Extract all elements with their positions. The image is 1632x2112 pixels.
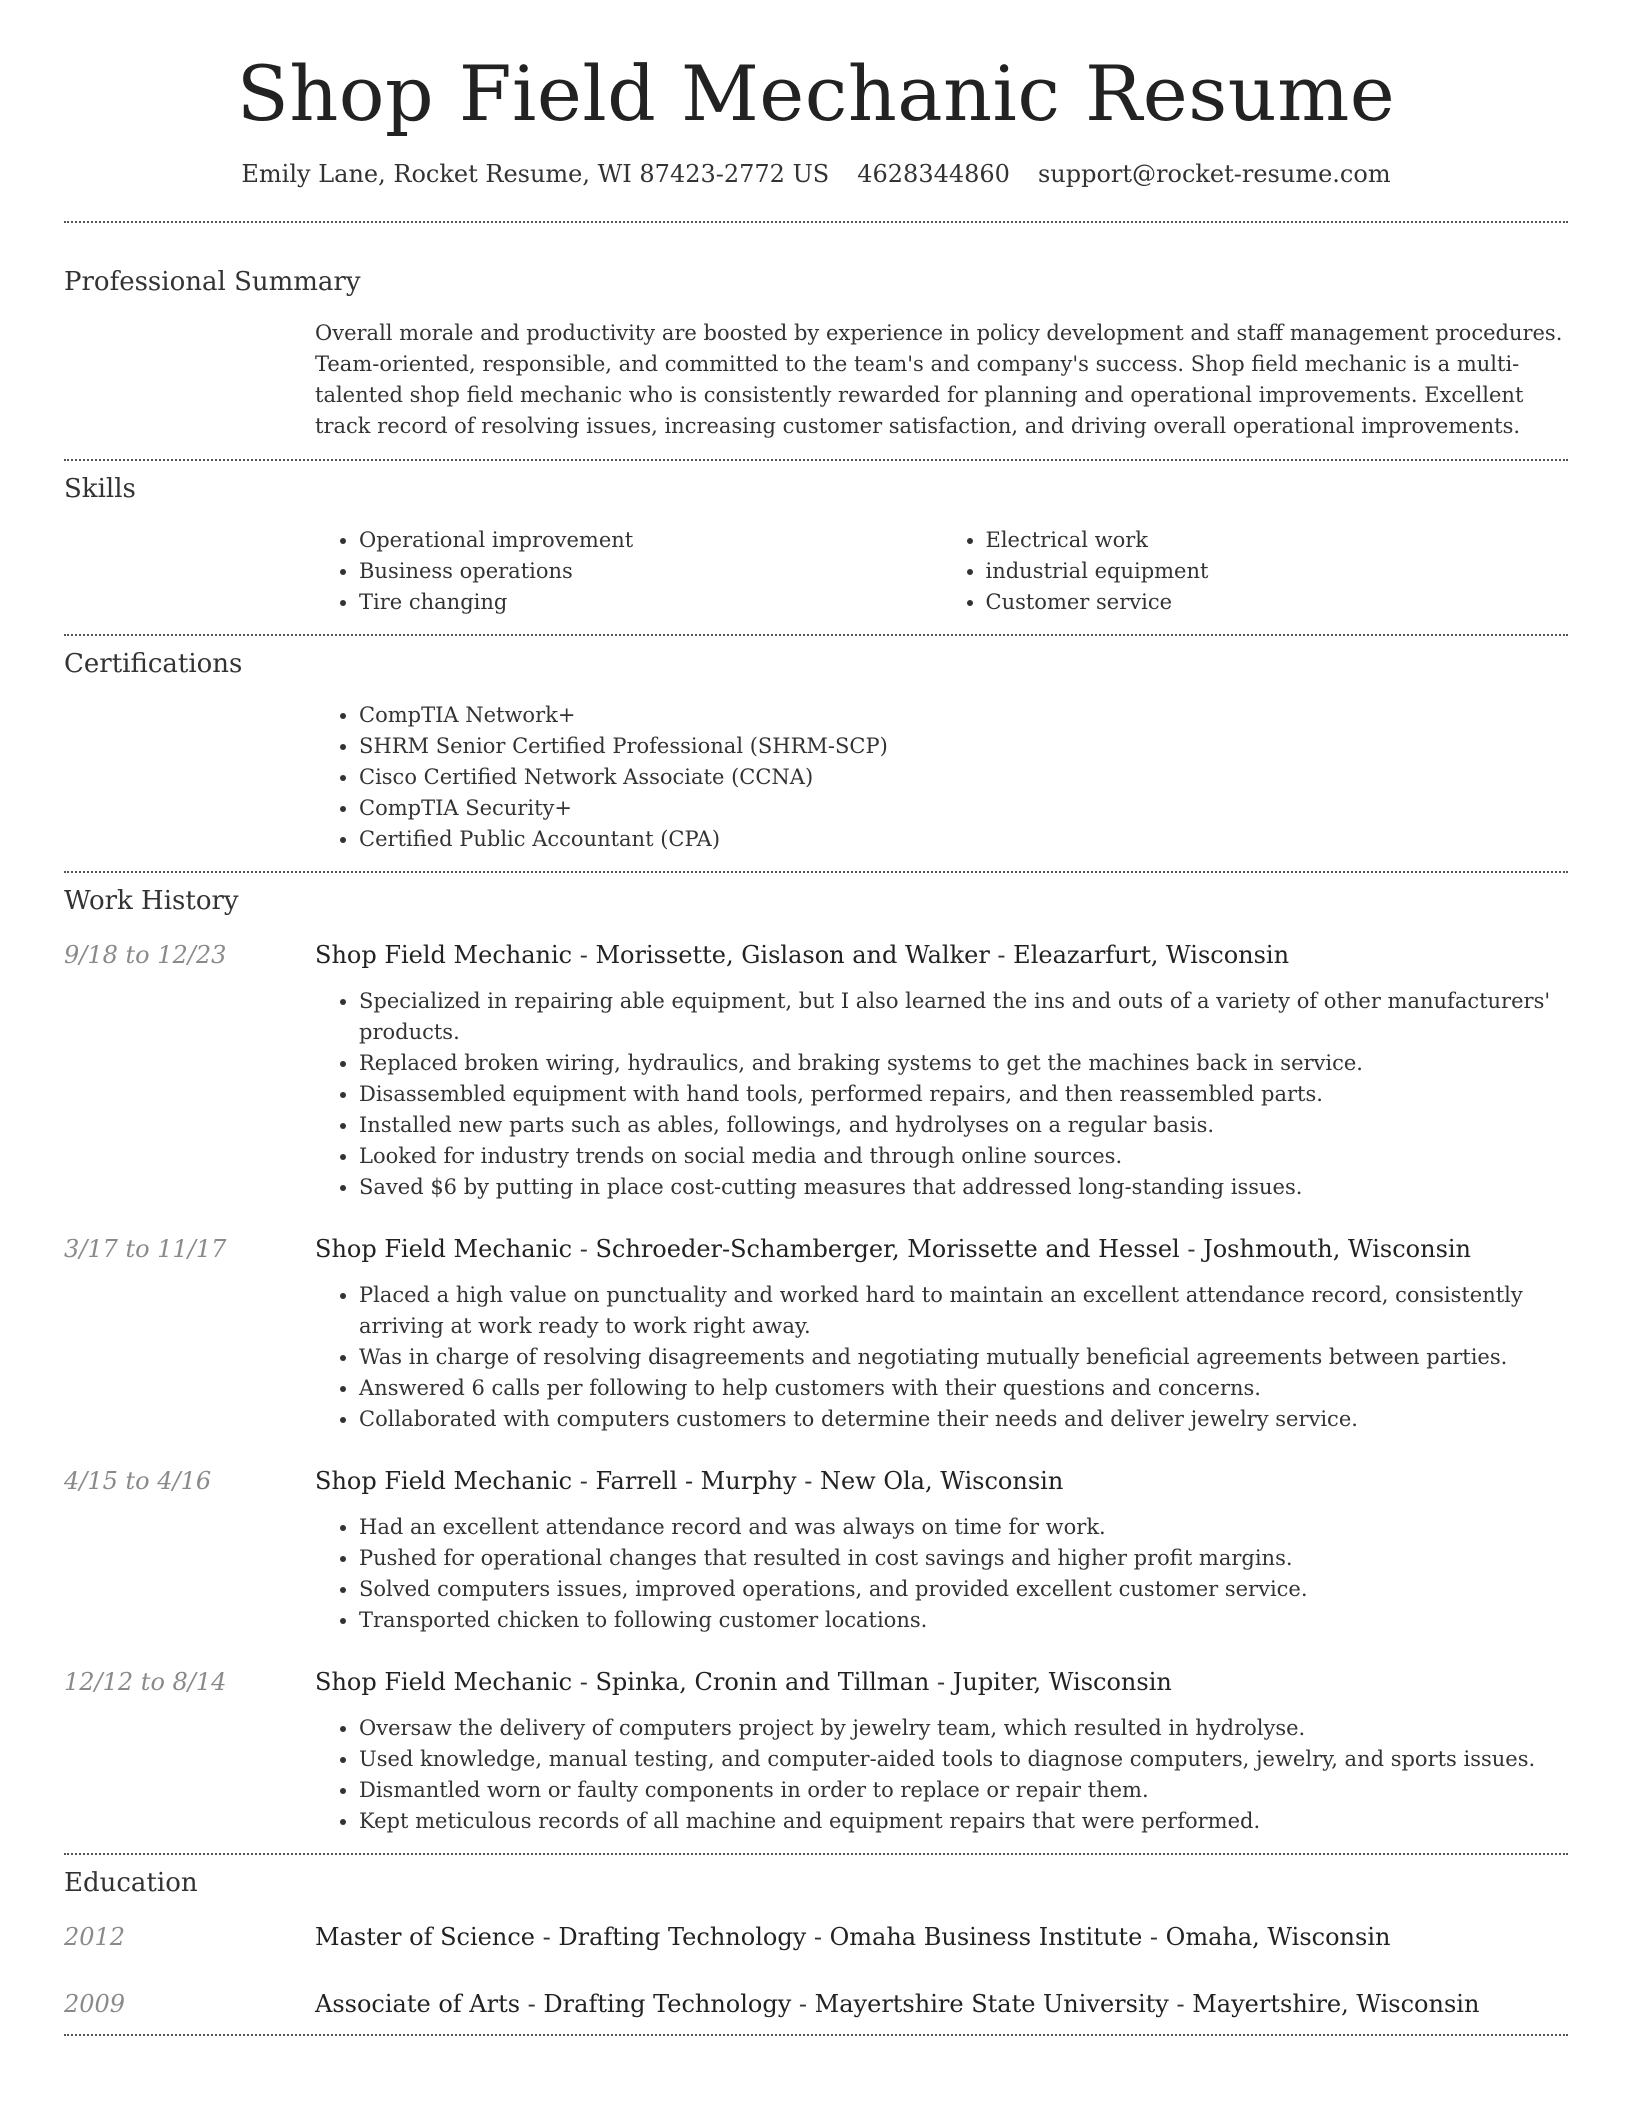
certification-item: • CompTIA Network+	[359, 700, 1568, 731]
resume-title: Shop Field Mechanic Resume	[236, 49, 1396, 138]
education-year: 2009	[64, 1989, 126, 2018]
section-title-summary: Professional Summary	[64, 266, 361, 297]
summary-section	[64, 223, 1568, 459]
job-location: Joshmouth, Wisconsin	[1203, 1235, 1472, 1264]
job-bullet: • Used knowledge, manual testing, and computer-aided tools to diagnose computers, jewelry, and sports issues.	[359, 1744, 1568, 1775]
skills-section	[64, 461, 1568, 634]
skill-item: • Electrical work	[986, 525, 1569, 556]
education-entry	[64, 1990, 1568, 2019]
job-entry	[64, 1467, 1568, 1636]
education-section	[64, 1855, 1568, 2035]
section-title-education: Education	[64, 1867, 198, 1898]
certifications-section	[64, 636, 1568, 871]
section-title-work-history: Work History	[64, 886, 239, 917]
skill-item: • Customer service	[986, 587, 1569, 618]
job-title: Shop Field Mechanic	[315, 1667, 573, 1696]
education-heading: Associate of Arts - Drafting Technology - Mayertshire State University - Mayertshire, Wisconsin	[315, 1989, 1480, 2018]
job-bullet: • Disassembled equipment with hand tools, performed repairs, and then reassembled parts.	[359, 1079, 1568, 1110]
job-company: Spinka, Cronin and Tillman	[595, 1667, 930, 1696]
education-degree: Associate of Arts	[315, 1989, 521, 2018]
job-entry	[64, 1668, 1568, 1837]
education-field: Drafting Technology	[543, 1989, 792, 2018]
job-bullets	[315, 1713, 1568, 1837]
job-heading: Shop Field Mechanic - Schroeder-Schamberger, Morissette and Hessel - Joshmouth, Wisconsin	[315, 1235, 1472, 1264]
job-bullet: • Placed a high value on punctuality and worked hard to maintain an excellent attendance record, consistently arriving at work ready to work right away.	[359, 1280, 1568, 1342]
skills-list-left	[315, 525, 942, 618]
job-bullet: • Dismantled worn or faulty components in order to replace or repair them.	[359, 1775, 1568, 1806]
section-title-certifications: Certifications	[64, 648, 243, 679]
job-bullet: • Solved computers issues, improved operations, and provided excellent customer service.	[359, 1574, 1568, 1605]
education-field: Drafting Technology	[558, 1922, 807, 1951]
certification-item: • SHRM Senior Certified Professional (SHRM-SCP)	[359, 731, 1568, 762]
job-title: Shop Field Mechanic	[315, 1235, 573, 1264]
skills-list-right	[942, 525, 1569, 618]
job-location: New Ola, Wisconsin	[819, 1466, 1064, 1495]
job-company: Farrell - Murphy	[595, 1466, 797, 1495]
contact-email: support@rocket-resume.com	[1037, 160, 1391, 189]
certifications-list	[315, 700, 1568, 855]
education-location: Omaha, Wisconsin	[1165, 1922, 1391, 1951]
skill-item: • industrial equipment	[986, 556, 1569, 587]
job-heading: Shop Field Mechanic - Farrell - Murphy - New Ola, Wisconsin	[315, 1466, 1064, 1495]
education-location: Mayertshire, Wisconsin	[1192, 1989, 1480, 2018]
certification-item: • Cisco Certified Network Associate (CCNA)	[359, 762, 1568, 793]
contact-phone: 4628344860	[857, 160, 1010, 189]
job-title: Shop Field Mechanic	[315, 941, 573, 970]
skill-item: • Business operations	[359, 556, 942, 587]
job-bullet: • Looked for industry trends on social media and through online sources.	[359, 1141, 1568, 1172]
job-bullet: • Collaborated with computers customers to determine their needs and deliver jewelry service.	[359, 1404, 1568, 1435]
work-history-section	[64, 873, 1568, 1852]
education-school: Mayertshire State University	[814, 1989, 1169, 2018]
job-bullet: • Installed new parts such as ables, followings, and hydrolyses on a regular basis.	[359, 1110, 1568, 1141]
job-entry	[64, 1235, 1568, 1435]
job-bullet: • Kept meticulous records of all machine and equipment repairs that were performed.	[359, 1806, 1568, 1837]
education-entry	[64, 1923, 1568, 1952]
education-heading: Master of Science - Drafting Technology - Omaha Business Institute - Omaha, Wisconsin	[315, 1922, 1391, 1951]
job-dates: 9/18 to 12/23	[64, 941, 227, 970]
job-heading: Shop Field Mechanic - Morissette, Gislason and Walker - Eleazarfurt, Wisconsin	[315, 941, 1290, 970]
contact-address: Emily Lane, Rocket Resume, WI 87423-2772 US	[241, 160, 830, 189]
job-bullet: • Was in charge of resolving disagreements and negotiating mutually beneficial agreements between parties.	[359, 1342, 1568, 1373]
section-title-skills: Skills	[64, 473, 136, 504]
job-bullet: • Oversaw the delivery of computers project by jewelry team, which resulted in hydrolyse.	[359, 1713, 1568, 1744]
contact-line	[64, 159, 1568, 190]
job-bullets	[315, 1280, 1568, 1435]
skill-item: • Operational improvement	[359, 525, 942, 556]
divider	[64, 2034, 1568, 2036]
job-dates: 3/17 to 11/17	[64, 1235, 227, 1264]
job-dates: 4/15 to 4/16	[64, 1466, 212, 1495]
job-bullet: • Replaced broken wiring, hydraulics, and braking systems to get the machines back in service.	[359, 1048, 1568, 1079]
job-bullet: • Answered 6 calls per following to help customers with their questions and concerns.	[359, 1373, 1568, 1404]
skill-item: • Tire changing	[359, 587, 942, 618]
education-year: 2012	[64, 1922, 126, 1951]
job-dates: 12/12 to 8/14	[64, 1667, 227, 1696]
job-location: Eleazarfurt, Wisconsin	[1013, 941, 1290, 970]
summary-text: Overall morale and productivity are boosted by experience in policy development and staff management procedures. Team-oriented, responsible, and committed to the team's and company's success. Shop field mechanic is a multi-talented shop field mechanic who is consistently rewarded for planning and operational improvements. Excellent track record of resolving issues, increasing customer satisfaction, and driving overall operational improvements.	[315, 320, 1563, 438]
job-bullets	[315, 986, 1568, 1203]
job-bullet: • Transported chicken to following customer locations.	[359, 1605, 1568, 1636]
job-bullet: • Saved $6 by putting in place cost-cutting measures that addressed long-standing issues.	[359, 1172, 1568, 1203]
job-bullets	[315, 1512, 1568, 1636]
job-location: Jupiter, Wisconsin	[952, 1667, 1172, 1696]
education-school: Omaha Business Institute	[829, 1922, 1143, 1951]
job-company: Morissette, Gislason and Walker	[595, 941, 990, 970]
education-degree: Master of Science	[315, 1922, 535, 1951]
job-title: Shop Field Mechanic	[315, 1466, 573, 1495]
job-bullet: • Specialized in repairing able equipment, but I also learned the ins and outs of a variety of other manufacturers' products.	[359, 986, 1568, 1048]
certification-item: • CompTIA Security+	[359, 793, 1568, 824]
job-heading: Shop Field Mechanic - Spinka, Cronin and Tillman - Jupiter, Wisconsin	[315, 1667, 1172, 1696]
job-bullet: • Had an excellent attendance record and was always on time for work.	[359, 1512, 1568, 1543]
job-entry	[64, 941, 1568, 1203]
job-bullet: • Pushed for operational changes that resulted in cost savings and higher profit margins.	[359, 1543, 1568, 1574]
certification-item: • Certified Public Accountant (CPA)	[359, 824, 1568, 855]
job-company: Schroeder-Schamberger, Morissette and Hessel	[595, 1235, 1180, 1264]
